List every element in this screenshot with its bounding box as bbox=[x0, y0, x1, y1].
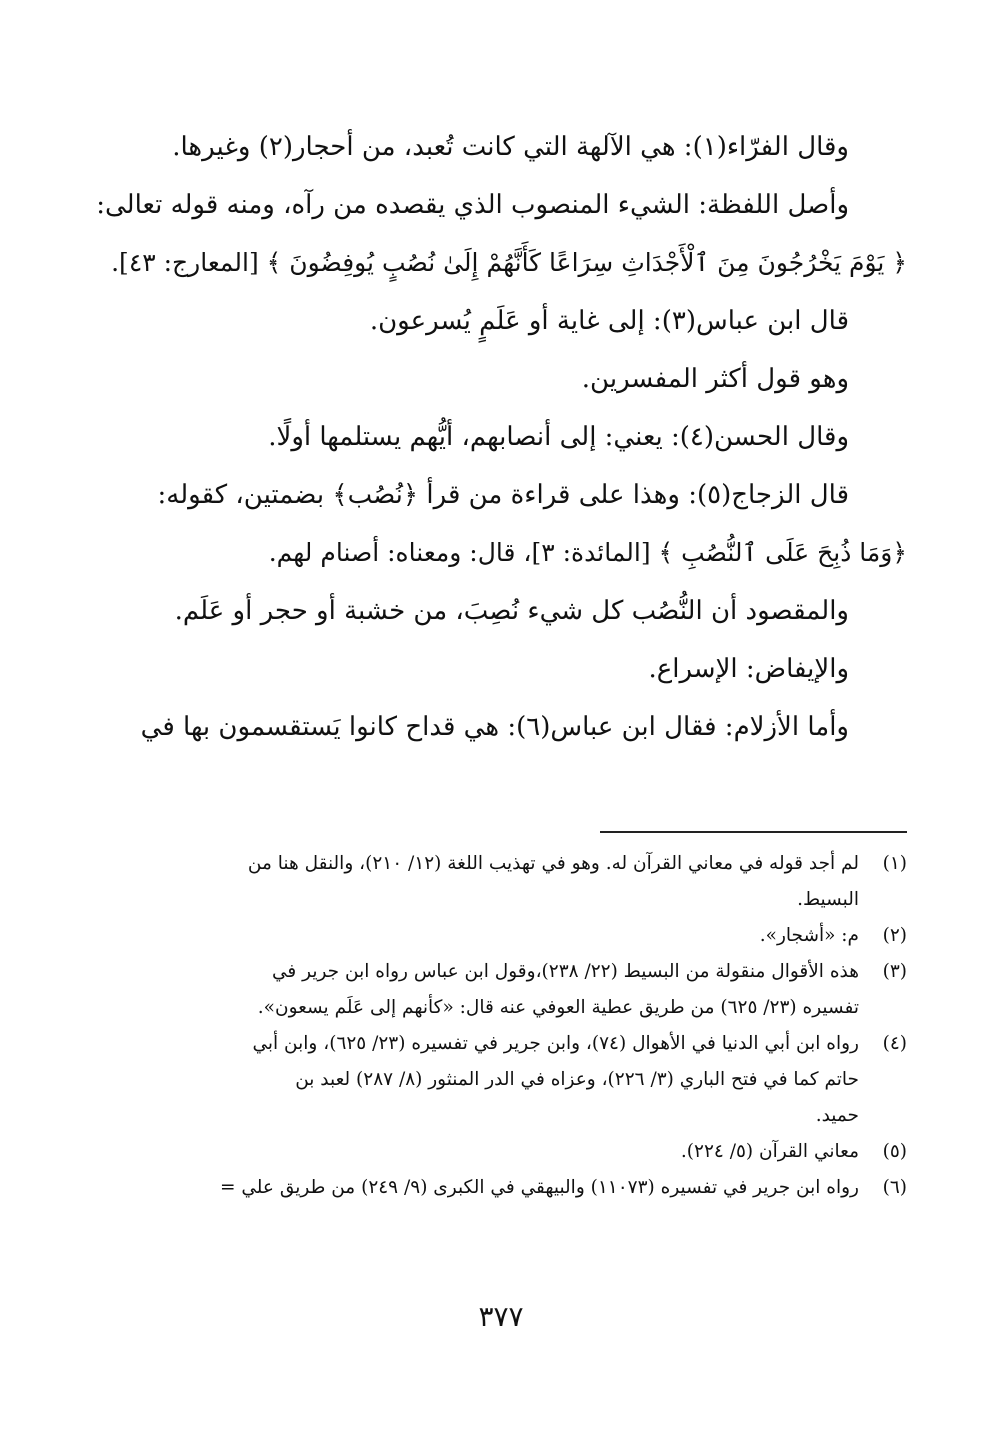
footnote-divider bbox=[600, 831, 907, 833]
footnote-number: (٣) bbox=[882, 961, 907, 982]
footnote-text bbox=[95, 1026, 859, 1134]
footnote-line: معاني القرآن (٥/ ٢٢٤). bbox=[680, 1141, 859, 1162]
footnote-3 bbox=[95, 954, 907, 1026]
footnote-line: البسيط. bbox=[797, 889, 859, 910]
footnote-number: (٢) bbox=[882, 925, 907, 946]
main-text-block bbox=[95, 118, 907, 756]
footnote-number: (٦) bbox=[882, 1177, 907, 1198]
footnote-number: (١) bbox=[882, 853, 907, 874]
body-line-10: والإيفاض: الإسراع. bbox=[648, 654, 849, 684]
footnote-text bbox=[95, 846, 859, 918]
body-line-4: قال ابن عباس(٣): إلى غاية أو عَلَمٍ يُسرعون. bbox=[369, 306, 849, 336]
body-line-9: والمقصود أن النُّصُب كل شيء نُصِبَ، من خشبة أو حجر أو عَلَم. bbox=[174, 596, 849, 626]
body-line-11: وأما الأزلام: فقال ابن عباس(٦): هي قداح كانوا يَستقسمون بها في bbox=[140, 712, 849, 742]
footnote-2 bbox=[95, 918, 907, 954]
footnote-text bbox=[95, 1134, 859, 1170]
body-line-7: قال الزجاج(٥): وهذا على قراءة من قرأ ﴿نُصُب﴾ بضمتين، كقوله: bbox=[157, 480, 849, 510]
footnotes-block bbox=[95, 846, 907, 1206]
footnote-6 bbox=[95, 1170, 907, 1206]
body-line-2: وأصل اللفظة: الشيء المنصوب الذي يقصده من رآه، ومنه قوله تعالى: bbox=[96, 190, 849, 220]
body-line-6: وقال الحسن(٤): يعني: إلى أنصابهم، أيُّهم يستلمها أولًا. bbox=[268, 422, 849, 452]
footnote-line: لم أجد قوله في معاني القرآن له. وهو في تهذيب اللغة (١٢/ ٢١٠)، والنقل هنا من bbox=[247, 853, 859, 874]
page-number: ٣٧٧ bbox=[478, 1300, 524, 1333]
footnote-1 bbox=[95, 846, 907, 918]
footnote-line: هذه الأقوال منقولة من البسيط (٢٢/ ٢٣٨)،وقول ابن عباس رواه ابن جرير في bbox=[271, 961, 859, 982]
footnote-line: م: «أشجار». bbox=[759, 925, 859, 946]
footnote-number: (٤) bbox=[882, 1033, 907, 1054]
footnote-text bbox=[95, 918, 859, 954]
footnote-line: حميد. bbox=[815, 1105, 859, 1126]
footnote-number: (٥) bbox=[882, 1141, 907, 1162]
footnote-4 bbox=[95, 1026, 907, 1134]
footnote-text bbox=[95, 1170, 859, 1206]
footnote-line: رواه ابن أبي الدنيا في الأهوال (٧٤)، وابن جرير في تفسيره (٢٣/ ٦٢٥)، وابن أبي bbox=[252, 1033, 859, 1054]
quran-verse-line: ﴿ يَوْمَ يَخْرُجُونَ مِنَ ٱلْأَجْدَاثِ سِرَاعًا كَأَنَّهُمْ إِلَىٰ نُصُبٍ يُوفِضُونَ ﴾ [المعارج: ٤٣]. bbox=[111, 248, 907, 277]
body-line-5: وهو قول أكثر المفسرين. bbox=[581, 364, 849, 394]
quran-verse-line-2: ﴿وَمَا ذُبِحَ عَلَى ٱلنُّصُبِ ﴾ [المائدة: ٣]، قال: ومعناه: أصنام لهم. bbox=[268, 538, 907, 567]
footnote-line: تفسيره (٢٣/ ٦٢٥) من طريق عطية العوفي عنه قال: «كأنهم إلى عَلَم يسعون». bbox=[257, 997, 859, 1018]
footnote-text bbox=[95, 954, 859, 1026]
footnote-5 bbox=[95, 1134, 907, 1170]
footnote-line: حاتم كما في فتح الباري (٣/ ٢٢٦)، وعزاه في الدر المنثور (٨/ ٢٨٧) لعبد بن bbox=[295, 1069, 859, 1090]
footnote-line: رواه ابن جرير في تفسيره (١١٠٧٣) والبيهقي في الكبرى (٩/ ٢٤٩) من طريق علي = bbox=[219, 1177, 859, 1198]
body-line-1: وقال الفرّاء(١): هي الآلهة التي كانت تُعبد، من أحجار(٢) وغيرها. bbox=[172, 132, 849, 162]
